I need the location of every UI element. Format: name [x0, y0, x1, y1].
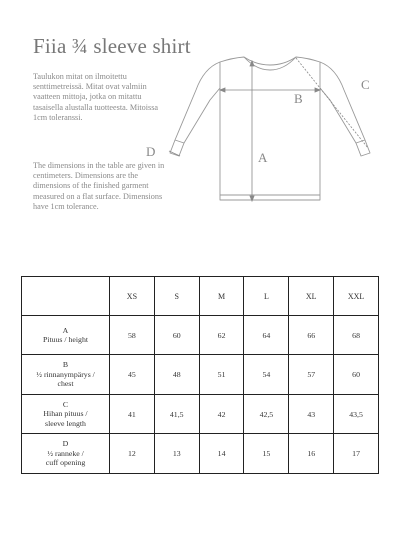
table-cell: 60 [334, 355, 379, 395]
measure-line-c [296, 58, 368, 148]
page-title: Fiia ¾ sleeve shirt [33, 34, 191, 58]
row-label-c [22, 395, 110, 434]
row-label-a [22, 316, 110, 355]
table-cell: 66 [289, 316, 334, 355]
header-size-xs: XS [110, 277, 155, 316]
size-chart-body [22, 277, 379, 474]
row-letter: C [62, 399, 69, 409]
table-header-row [22, 277, 379, 316]
table-cell: 43 [289, 395, 334, 434]
row-letter: D [62, 439, 69, 449]
row-label-line: Hihan pituus / [43, 409, 88, 419]
table-cell: 42 [199, 395, 244, 434]
header-size-xxl: XXL [334, 277, 379, 316]
table-cell: 64 [244, 316, 289, 355]
table-cell: 41 [110, 395, 155, 434]
description-english: The dimensions in the table are given in centimeters. Dimensions are the dimensions of the finished garment measured on a flat surface. Dimensions have 1cm tolerance. [33, 161, 165, 211]
table-cell: 43,5 [334, 395, 379, 434]
right-sleeve-outline [320, 62, 365, 143]
row-label-line: Pituus / height [42, 335, 89, 344]
shirt-body-outline [220, 57, 320, 200]
table-cell: 12 [110, 434, 155, 474]
table-cell: 62 [199, 316, 244, 355]
row-label-line: sleeve length [45, 418, 86, 428]
table-cell: 51 [199, 355, 244, 395]
header-size-l: L [244, 277, 289, 316]
row-label-line: chest [57, 379, 74, 389]
row-label-b [22, 355, 110, 395]
label-d: D [146, 144, 156, 159]
label-a: A [258, 150, 268, 165]
table-cell: 13 [154, 434, 199, 474]
header-size-s: S [154, 277, 199, 316]
table-row [22, 316, 379, 355]
measurement-lines [169, 58, 368, 201]
row-label-line: ½ rinnanympärys / [36, 369, 95, 379]
header-size-xl: XL [289, 277, 334, 316]
row-label-line: ½ ranneke / [47, 448, 84, 458]
left-sleeve-outline [175, 62, 220, 143]
measure-arrow-b-right [315, 88, 320, 92]
row-label-d [22, 434, 110, 474]
table-cell: 41,5 [154, 395, 199, 434]
table-cell: 16 [289, 434, 334, 474]
header-empty-cell [22, 277, 110, 316]
table-cell: 42,5 [244, 395, 289, 434]
table-cell: 14 [199, 434, 244, 474]
header-size-m: M [199, 277, 244, 316]
table-cell: 48 [154, 355, 199, 395]
table-row [22, 395, 379, 434]
table-cell: 54 [244, 355, 289, 395]
row-label-line: cuff opening [45, 458, 86, 468]
row-letter: B [62, 360, 69, 370]
table-cell: 45 [110, 355, 155, 395]
size-chart-table [21, 276, 379, 474]
table-cell: 58 [110, 316, 155, 355]
table-cell: 68 [334, 316, 379, 355]
table-cell: 57 [289, 355, 334, 395]
shirt-measurement-diagram [140, 50, 400, 220]
table-row [22, 434, 379, 474]
label-c: C [361, 77, 370, 92]
label-b: B [294, 91, 303, 106]
table-row [22, 355, 379, 395]
row-letter: A [62, 325, 69, 335]
measure-arrow-b-left [220, 88, 225, 92]
table-cell: 60 [154, 316, 199, 355]
table-cell: 15 [244, 434, 289, 474]
shirt-outline [170, 57, 370, 200]
description-finnish: Taulukon mitat on ilmoitettu senttimetreissä. Mitat ovat valmiin vaatteen mittoja, jotka on mitattu tasaisella alustalla tuotteesta. Mitoissa 1cm toleranssi. [33, 72, 159, 122]
table-cell: 17 [334, 434, 379, 474]
